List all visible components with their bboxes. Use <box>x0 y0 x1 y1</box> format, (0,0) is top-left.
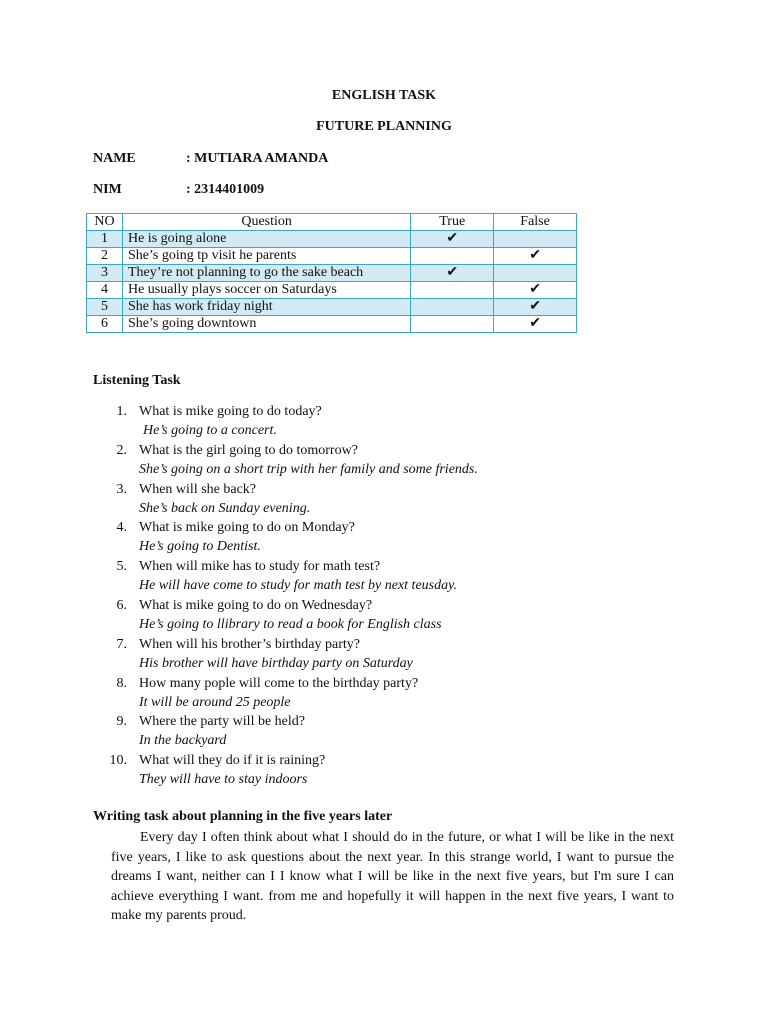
header-no: NO <box>87 214 123 231</box>
item-number: 8. <box>116 675 127 691</box>
row-number: 6 <box>87 316 123 333</box>
table-row <box>87 231 577 248</box>
item-question: What is mike going to do on Wednesday? <box>139 597 373 613</box>
item-answer: He will have come to study for math test by next teusday. <box>139 578 458 594</box>
true-cell <box>411 316 494 333</box>
item-number: 3. <box>116 481 127 497</box>
list-item <box>93 403 693 442</box>
nim-label: NIM <box>93 182 122 197</box>
check-icon: ✔ <box>494 282 577 299</box>
item-question: How many pople will come to the birthday party? <box>139 675 419 691</box>
item-answer: She’s back on Sunday evening. <box>139 500 311 516</box>
true-cell <box>411 282 494 299</box>
item-answer: He’s going to llibrary to read a book for English class <box>139 616 442 632</box>
item-question: When will she back? <box>139 481 257 497</box>
item-answer: It will be around 25 people <box>139 694 291 710</box>
item-answer: They will have to stay indoors <box>139 772 308 788</box>
row-number: 1 <box>87 231 123 248</box>
header-true: True <box>411 214 494 231</box>
table-row <box>87 265 577 282</box>
nim-field <box>93 182 264 198</box>
name-field <box>93 151 328 167</box>
list-item <box>93 481 693 520</box>
item-answer: She’s going on a short trip with her family and some friends. <box>139 461 478 477</box>
row-number: 4 <box>87 282 123 299</box>
item-number: 6. <box>116 597 127 613</box>
list-item <box>93 636 693 675</box>
table-row <box>87 282 577 299</box>
false-cell <box>494 265 577 282</box>
item-answer: In the backyard <box>139 733 227 749</box>
item-answer: He’s going to a concert. <box>143 423 277 438</box>
list-item <box>93 675 693 714</box>
writing-paragraph: Every day I often think about what I should do in the future, or what I will be like in the next five years, I like to ask questions about the next year. In this strange world, I want to pursue the dreams I want, neither can I I know what I will be like in the next five years, but I'm sure I can achieve everything I want. from me and hopefully it will happen in the next five years, I want to make my parents proud. <box>111 830 674 923</box>
check-icon: ✔ <box>494 299 577 316</box>
table-row <box>87 299 577 316</box>
item-question: What is mike going to do on Monday? <box>139 520 355 536</box>
header-false: False <box>494 214 577 231</box>
item-question: When will mike has to study for math test? <box>139 559 381 575</box>
list-item <box>93 558 693 597</box>
true-cell <box>411 248 494 265</box>
item-question: What is mike going to do today? <box>139 404 322 419</box>
check-icon: ✔ <box>411 231 494 248</box>
row-number: 2 <box>87 248 123 265</box>
item-number: 10. <box>109 753 127 769</box>
item-number: 1. <box>116 404 127 419</box>
item-question: When will his brother’s birthday party? <box>139 636 360 652</box>
list-item <box>93 519 693 558</box>
check-icon: ✔ <box>494 316 577 333</box>
name-value: : MUTIARA AMANDA <box>186 151 329 166</box>
item-question: What will they do if it is raining? <box>139 753 326 769</box>
item-number: 2. <box>116 442 127 458</box>
document-subtitle: FUTURE PLANNING <box>316 119 452 134</box>
row-question: She’s going tp visit he parents <box>122 248 410 265</box>
listening-list <box>93 403 693 791</box>
item-number: 7. <box>116 636 127 652</box>
listening-heading: Listening Task <box>93 373 181 388</box>
name-label: NAME <box>93 151 136 166</box>
item-answer: His brother will have birthday party on Saturday <box>139 655 413 671</box>
item-question: Where the party will be held? <box>139 714 305 730</box>
check-icon: ✔ <box>411 265 494 282</box>
item-number: 9. <box>116 714 127 730</box>
item-answer: He’s going to Dentist. <box>139 539 261 555</box>
true-cell <box>411 299 494 316</box>
table-header-row <box>87 214 577 231</box>
check-icon: ✔ <box>494 248 577 265</box>
document-title: ENGLISH TASK <box>331 88 437 103</box>
item-question: What is the girl going to do tomorrow? <box>139 442 358 458</box>
row-question: She’s going downtown <box>122 316 410 333</box>
false-cell <box>494 231 577 248</box>
table-row <box>87 316 577 333</box>
row-question: He is going alone <box>122 231 410 248</box>
row-question: They’re not planning to go the sake beach <box>122 265 410 282</box>
list-item <box>93 442 693 481</box>
writing-heading: Writing task about planning in the five years later <box>93 809 393 824</box>
header-question: Question <box>122 214 410 231</box>
list-item <box>93 597 693 636</box>
list-item <box>93 713 693 752</box>
row-number: 5 <box>87 299 123 316</box>
row-number: 3 <box>87 265 123 282</box>
item-number: 4. <box>116 520 127 536</box>
row-question: He usually plays soccer on Saturdays <box>122 282 410 299</box>
list-item <box>93 752 693 791</box>
item-number: 5. <box>116 559 127 575</box>
table-row <box>87 248 577 265</box>
nim-value: : 2314401009 <box>186 182 265 197</box>
answer-table <box>86 213 577 333</box>
row-question: She has work friday night <box>122 299 410 316</box>
